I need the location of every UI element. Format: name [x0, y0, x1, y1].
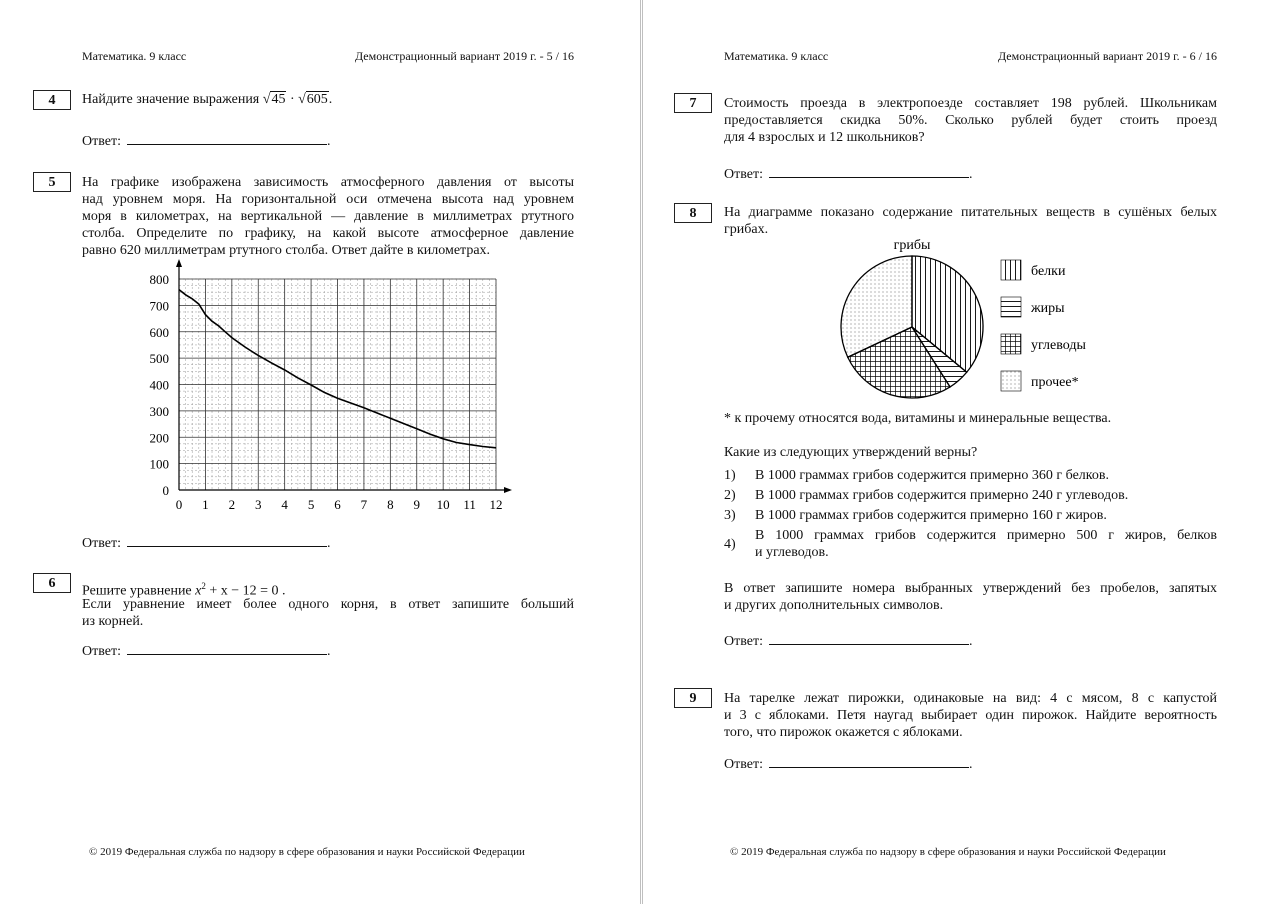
footer: © 2019 Федеральная служба по надзору в сфере образования и науки Российской Федерации — [730, 846, 1166, 858]
sqrt-icon: √45 — [262, 92, 286, 107]
x-tick-label: 1 — [202, 497, 209, 512]
task9-line-1: На тарелке лежат пирожки, одинаковые на вид: 4 с мясом, 8 с капустой — [724, 691, 1217, 706]
task9-line-2: и 3 с яблоками. Петя наугад выбирает один пирожок. Найдите вероятность — [724, 708, 1217, 723]
task4-prompt: Найдите значение выражения — [82, 92, 260, 107]
option-4-text-cont: и углеводов. — [755, 545, 829, 560]
answer-label: Ответ: — [724, 167, 763, 182]
task7-line-3: для 4 взрослых и 12 школьников? — [724, 130, 925, 145]
exponent: 2 — [201, 581, 206, 591]
task8-line-1: На диаграмме показано содержание питательных веществ в сушёных белых — [724, 205, 1217, 220]
answer-label: Ответ: — [82, 536, 121, 551]
answer-line[interactable] — [127, 533, 327, 547]
y-tick-label: 800 — [149, 272, 169, 287]
task5-line-5: равно 620 миллиметрам ртутного столба. Ответ дайте в километрах. — [82, 243, 491, 258]
option-2-text: В 1000 граммах грибов содержится примерно 240 г углеводов. — [755, 488, 1129, 503]
task6-line-2: из корней. — [82, 614, 144, 629]
task8-footnote: * к прочему относятся вода, витамины и минеральные вещества. — [724, 411, 1112, 426]
answer-line[interactable] — [769, 164, 969, 178]
header-subject: Математика. 9 класс — [82, 49, 187, 63]
task5-line-4: столба. Определите по графику, на какой высоте атмосферное давление — [82, 226, 574, 241]
task9-line-3: того, что пирожок окажется с яблоками. — [724, 725, 963, 740]
task6-prefix: Решите уравнение — [82, 583, 192, 599]
y-tick-label: 200 — [149, 430, 169, 446]
x-tick-label: 2 — [228, 497, 236, 512]
option-4-number: 4) — [724, 537, 736, 552]
legend-swatch — [1001, 260, 1021, 280]
legend-swatch — [1001, 297, 1021, 317]
x-tick-label: 8 — [387, 497, 394, 512]
option-2-number: 2) — [724, 488, 736, 503]
header-variant: Демонстрационный вариант 2019 г. - 5 / 16 — [354, 49, 574, 63]
option-1-number: 1) — [724, 468, 736, 483]
task5-line-3: моря в километрах, на вертикальной — давление в миллиметрах ртутного — [82, 209, 574, 224]
y-tick-label: 300 — [149, 403, 169, 419]
legend-label: углеводы — [1031, 338, 1086, 353]
answer-line[interactable] — [769, 754, 969, 768]
task-number-5: 5 — [33, 172, 71, 192]
pressure-chart — [135, 255, 515, 515]
task8-line-2: грибах. — [724, 222, 769, 237]
task-number-8: 8 — [674, 203, 712, 223]
multiply-dot: · — [289, 92, 295, 107]
y-tick-label: 0 — [162, 483, 169, 498]
x-axis-arrow-icon — [504, 487, 512, 493]
legend-swatch — [1001, 371, 1021, 391]
radicand-1: 45 — [271, 92, 286, 107]
answer-line[interactable] — [769, 631, 969, 645]
y-tick-label: 500 — [149, 351, 169, 367]
option-4-text: В 1000 граммах грибов содержится примерно 500 г жиров, белков — [755, 528, 1217, 543]
sqrt-icon: √605 — [298, 92, 328, 107]
y-tick-label: 700 — [149, 298, 169, 314]
answer-row-6: Ответ: . — [82, 641, 330, 660]
option-1-text: В 1000 граммах грибов содержится примерно 360 г белков. — [755, 468, 1109, 483]
answer-line[interactable] — [127, 641, 327, 655]
task-number-6: 6 — [33, 573, 71, 593]
x-tick-label: 9 — [413, 497, 420, 512]
answer-line[interactable] — [127, 131, 327, 145]
x-tick-label: 5 — [307, 497, 315, 512]
task7-line-2: предоставляется скидка 50%. Сколько рублей будет стоить проезд — [724, 113, 1217, 128]
x-tick-label: 3 — [255, 497, 262, 512]
var-x: x — [195, 583, 202, 599]
x-tick-label: 11 — [463, 497, 476, 512]
option-3-text: В 1000 граммах грибов содержится примерно 160 г жиров. — [755, 508, 1107, 523]
task6-line-1: Если уравнение имеет более одного корня, в ответ запишите больший — [82, 597, 574, 612]
pie-title: грибы — [893, 238, 931, 253]
x-tick-label: 12 — [489, 497, 503, 512]
answer-label: Ответ: — [82, 134, 121, 149]
option-3-number: 3) — [724, 508, 736, 523]
right-page — [642, 0, 1280, 904]
answer-row-4: Ответ: . — [82, 131, 330, 150]
task-number-9: 9 — [674, 688, 712, 708]
legend-label: прочее* — [1031, 375, 1079, 390]
task4-text — [82, 91, 332, 108]
x-tick-label: 10 — [436, 497, 450, 512]
y-tick-label: 100 — [149, 456, 169, 472]
task-number-7: 7 — [674, 93, 712, 113]
task8-question: Какие из следующих утверждений верны? — [724, 445, 978, 460]
y-tick-label: 400 — [149, 377, 169, 393]
answer-row-8: Ответ: . — [724, 631, 972, 650]
pie-chart — [833, 234, 1113, 404]
task5-line-1: На графике изображена зависимость атмосферного давления от высоты — [82, 175, 574, 190]
header-variant: Демонстрационный вариант 2019 г. - 6 / 16 — [997, 49, 1217, 63]
x-tick-label: 4 — [281, 497, 288, 512]
footer: © 2019 Федеральная служба по надзору в сфере образования и науки Российской Федерации — [89, 846, 525, 858]
task-number-4: 4 — [33, 90, 71, 110]
task5-line-2: над уровнем моря. На горизонтальной оси отмечена высота над уровнем — [82, 192, 574, 207]
task8-instruction-2: и других дополнительных символов. — [724, 598, 944, 613]
answer-row-7: Ответ: . — [724, 164, 972, 183]
answer-label: Ответ: — [724, 634, 763, 649]
task4-period: . — [328, 92, 333, 107]
x-tick-label: 0 — [175, 497, 183, 512]
answer-row-5: Ответ: . — [82, 533, 330, 552]
answer-label: Ответ: — [82, 644, 121, 659]
answer-row-9: Ответ: . — [724, 754, 972, 773]
y-axis-arrow-icon — [176, 259, 182, 267]
x-tick-label: 6 — [334, 497, 341, 512]
task7-line-1: Стоимость проезда в электропоезде составляет 198 рублей. Школьникам — [724, 96, 1217, 111]
task8-instruction-1: В ответ запишите номера выбранных утверждений без пробелов, запятых — [724, 581, 1217, 596]
task6-equation-rest: + x − 12 = 0 . — [209, 583, 286, 599]
header-subject: Математика. 9 класс — [724, 49, 829, 63]
legend-label: жиры — [1031, 301, 1065, 316]
y-tick-label: 600 — [149, 324, 169, 340]
legend-swatch — [1001, 334, 1021, 354]
legend-label: белки — [1031, 264, 1066, 279]
x-tick-label: 7 — [360, 497, 368, 512]
answer-label: Ответ: — [724, 757, 763, 772]
radicand-2: 605 — [306, 92, 328, 107]
